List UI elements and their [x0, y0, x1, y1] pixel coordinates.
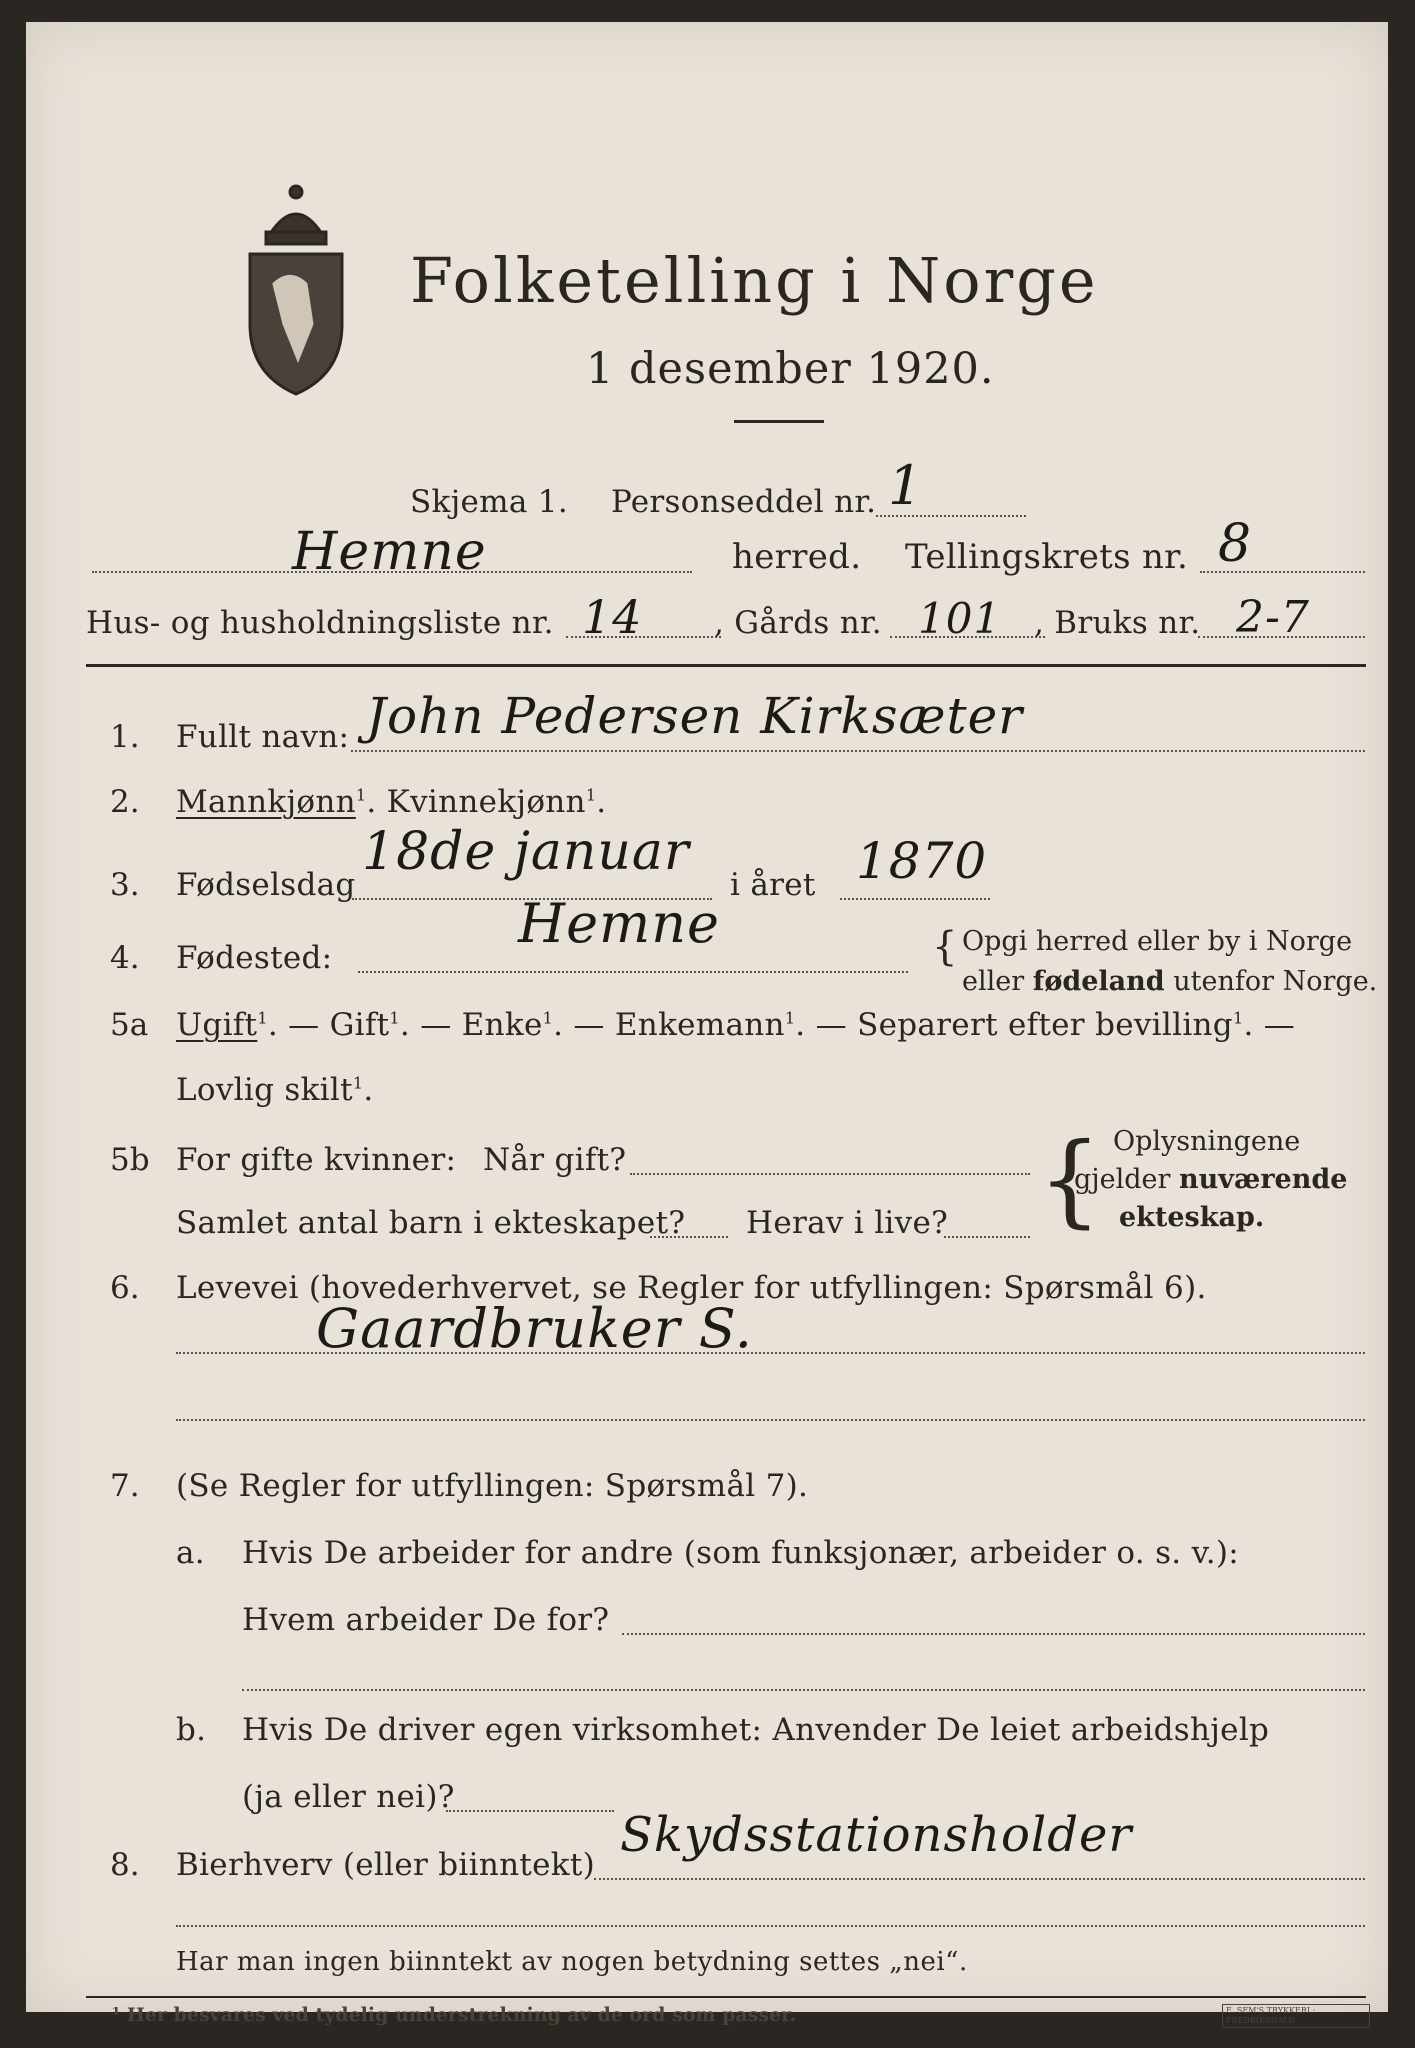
title-divider	[734, 420, 824, 423]
q5b-herav-label: Herav i live?	[746, 1205, 949, 1241]
personseddel-label: Personseddel nr.	[611, 484, 877, 520]
q8-side-income[interactable]: Skydsstationsholder	[620, 1807, 1133, 1863]
q8-line-1	[594, 1878, 1365, 1880]
q5a-gift-option[interactable]: Gift	[329, 1007, 390, 1043]
husholdningsliste-label: Hus- og husholdningsliste nr.	[86, 605, 554, 641]
q4-note-line2: eller fødeland utenfor Norge.	[962, 966, 1378, 997]
q3-year-line	[840, 898, 990, 900]
q5b-herav-line	[944, 1236, 1030, 1238]
q4-line	[358, 971, 908, 973]
q8-label: Bierhverv (eller biinntekt)	[176, 1847, 596, 1883]
q5a-lovlig-skilt-option[interactable]: Lovlig skilt$^1$.	[176, 1072, 374, 1108]
q1-label: Fullt navn:	[176, 719, 350, 755]
q7b-text: Hvis De driver egen virksomhet: Anvender De leiet arbeidshjelp	[242, 1712, 1270, 1748]
q4-birthplace[interactable]: Hemne	[518, 892, 720, 955]
q2-number: 2.	[110, 784, 140, 820]
form-title: Folketelling i Norge	[410, 244, 1099, 317]
gards-label: , Gårds nr.	[714, 605, 882, 641]
tellingskrets-value[interactable]: 8	[1218, 514, 1253, 574]
header-rule	[86, 664, 1366, 667]
q5b-label: For gifte kvinner:	[176, 1142, 457, 1178]
q3-label: Fødselsdag	[176, 867, 356, 903]
q8-number: 8.	[110, 1847, 140, 1883]
q5b-naar-gift-label: Når gift?	[483, 1142, 627, 1178]
q5a-ugift-option[interactable]: Ugift	[176, 1007, 258, 1043]
q4-note-line1: Opgi herred eller by i Norge	[962, 926, 1353, 957]
q7a-line-1	[622, 1633, 1365, 1635]
q7b-line	[446, 1810, 614, 1812]
bruks-label: , Bruks nr.	[1034, 605, 1201, 641]
q5a-separert-option[interactable]: Separert efter bevilling	[857, 1007, 1233, 1043]
q6-line-2	[176, 1419, 1365, 1421]
q4-label: Fødested:	[176, 940, 333, 976]
q5a-enke-option[interactable]: Enke	[461, 1007, 543, 1043]
q5b-barn-line	[650, 1236, 728, 1238]
q7-number: 7.	[110, 1468, 140, 1504]
norwegian-lion-crest-icon	[240, 174, 352, 406]
footer-rule	[86, 1996, 1366, 1998]
q5a-enkemann-option[interactable]: Enkemann	[614, 1007, 785, 1043]
q1-number: 1.	[110, 719, 140, 755]
husholdningsliste-value[interactable]: 14	[582, 590, 643, 644]
q5b-barn-label: Samlet antal barn i ekteskapet?	[176, 1205, 686, 1241]
q1-line	[351, 750, 1365, 752]
q7a-text: Hvis De arbeider for andre (som funksjonær, arbeider o. s. v.):	[242, 1535, 1240, 1571]
printer-stamp: E. SEM'S TRYKKERI · FREDRIKSHALD	[1222, 2004, 1370, 2028]
tellingskrets-label: Tellingskrets nr.	[905, 537, 1189, 577]
q2-kvinnekjonn-option[interactable]: Kvinnekjønn	[386, 784, 586, 820]
herred-label: herred.	[732, 537, 862, 577]
q7a-line-2	[242, 1689, 1365, 1691]
q3-number: 3.	[110, 867, 140, 903]
q6-number: 6.	[110, 1270, 140, 1306]
q5b-note-line1: Oplysningene	[1113, 1126, 1301, 1157]
q8-line-2	[176, 1925, 1365, 1927]
bleed-through-text	[1226, 82, 1386, 1582]
q7a-letter: a.	[176, 1535, 205, 1571]
footer-note: Har man ingen biinntekt av nogen betydning settes „nei“.	[176, 1947, 968, 1977]
q1-full-name[interactable]: John Pedersen Kirksæter	[366, 687, 1024, 745]
census-form-sheet	[26, 22, 1388, 2026]
q3-birth-date[interactable]: 18de januar	[362, 822, 690, 882]
q5a-number: 5a	[110, 1007, 149, 1043]
q6-label: Levevei (hovederhvervet, se Regler for utfyllingen: Spørsmål 6).	[176, 1270, 1207, 1306]
gards-value[interactable]: 101	[918, 594, 1002, 643]
q5b-number: 5b	[110, 1142, 150, 1178]
q7b-question: (ja eller nei)?	[242, 1779, 455, 1815]
q2-gender-options[interactable]: Mannkjønn$^1$. Kvinnekjønn$^1$.	[176, 784, 607, 820]
footnote: ¹ Her besvares ved tydelig understrekning av de ord som passer.	[112, 2004, 797, 2026]
q4-note-bracket: {	[932, 924, 958, 970]
q5b-note-line2: gjelder nuværende	[1074, 1164, 1348, 1195]
q6-occupation[interactable]: Gaardbruker S.	[316, 1297, 753, 1360]
q5a-status-options[interactable]: Ugift$^1$. — Gift$^1$. — Enke$^1$. — Enkemann$^1$. — Separert efter bevilling$^1$. —	[176, 1007, 1296, 1043]
personseddel-value[interactable]: 1	[888, 454, 924, 517]
bruks-value[interactable]: 2-7	[1236, 592, 1310, 643]
q7-label: (Se Regler for utfyllingen: Spørsmål 7).	[176, 1468, 809, 1504]
schema-label: Skjema 1.	[410, 484, 568, 520]
q5b-note-bracket: {	[1038, 1121, 1102, 1238]
census-date: 1 desember 1920.	[586, 344, 995, 394]
q2-mannkjonn-option[interactable]: Mannkjønn	[176, 784, 356, 820]
q4-number: 4.	[110, 940, 140, 976]
q3-birth-year[interactable]: 1870	[856, 832, 988, 890]
q5b-naar-gift-line	[630, 1173, 1030, 1175]
herred-value[interactable]: Hemne	[292, 522, 487, 582]
q5b-note-line3: ekteskap.	[1119, 1202, 1265, 1233]
q3-year-label: i året	[730, 867, 816, 903]
q7a-question: Hvem arbeider De for?	[242, 1602, 610, 1638]
q7b-letter: b.	[176, 1712, 207, 1748]
